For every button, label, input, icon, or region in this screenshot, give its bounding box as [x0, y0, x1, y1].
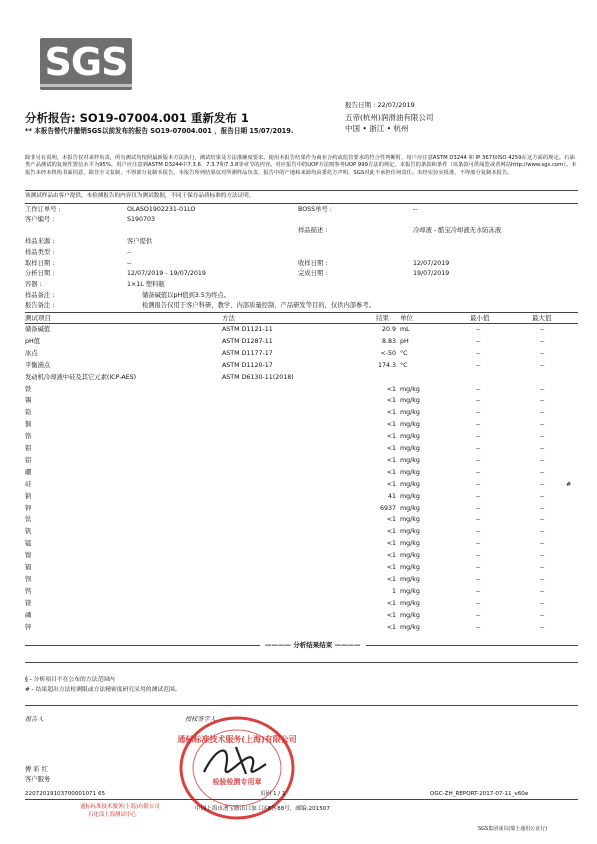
cell-unit: mg/kg [400, 456, 420, 464]
sgs-logo-text: SGS [44, 40, 128, 84]
divider [25, 312, 578, 313]
cell-max: -- [540, 516, 545, 524]
cell-max: -- [540, 445, 545, 452]
cell-item: 钠 [25, 492, 32, 500]
note-section-mark: § - 分析项目不在公布的方法范围内 [25, 677, 115, 683]
cell-unit: mg/kg [400, 587, 420, 595]
form-code: OGC-ZH_REPORT-2017-07-11_v60e [430, 791, 529, 797]
cell-unit: mg/kg [400, 564, 420, 571]
cell-unit: mg/kg [400, 528, 420, 536]
sampling-label: 取样日期 : [25, 260, 55, 267]
col-header-unit: 单位 [400, 314, 413, 322]
client-no-label: 客户编号 : [25, 216, 55, 223]
cell-min: -- [476, 492, 481, 500]
cell-unit: mg/kg [400, 504, 420, 512]
cell-unit: mg/kg [400, 623, 420, 631]
cell-item: 锌 [25, 623, 32, 631]
cell-unit: °C [400, 361, 408, 369]
cell-flag: # [566, 480, 572, 488]
cell-max: -- [540, 564, 545, 571]
cell-min: -- [476, 623, 481, 631]
cell-unit: mg/kg [400, 480, 420, 488]
cell-item: 镁 [25, 599, 32, 607]
col-header-min: 最小值 [470, 314, 490, 322]
cell-max: -- [540, 326, 545, 333]
cell-item: 钡 [25, 575, 32, 583]
cell-result: <1 [386, 540, 396, 548]
divider [25, 705, 578, 706]
sampling-value: -- [127, 260, 132, 267]
cell-min: -- [476, 480, 481, 488]
report-note-value: 检测报告仅用于客户科研、教学、内部质量控制、产品研发等目的，仅供内部参考。 [142, 302, 375, 309]
cell-min: -- [476, 528, 481, 536]
cell-result: <1 [386, 421, 396, 429]
cell-result: <1 [386, 516, 396, 524]
report-title: 分析报告: SO19-07004.001 重新发布 1 [25, 111, 249, 125]
sample-note-label: 样品备注 : [25, 292, 55, 299]
completed-value: 19/07/2019 [413, 270, 450, 277]
cell-item: 储备碱值 [25, 326, 51, 333]
cell-max: -- [540, 587, 545, 595]
cell-result: <1 [386, 456, 396, 464]
source-value: 客户提供 [127, 238, 153, 245]
cell-method: ASTM D1121-11 [222, 326, 273, 333]
note-hash-mark: # - 结果超出方法检测限或方法精密度研究采用的测试范围。 [25, 686, 181, 693]
cell-result: <1 [386, 397, 396, 405]
cell-min: -- [476, 409, 481, 417]
cell-unit: mg/kg [400, 397, 420, 405]
divider [25, 190, 578, 191]
stamp-center: 检验检测专用章 [212, 778, 262, 786]
stamp-text: 通标标准技术服务(上海)有限公司 [177, 735, 297, 744]
cell-min: -- [476, 326, 481, 333]
boss-label: BOSS单号 : [298, 206, 332, 213]
cell-min: -- [476, 337, 481, 345]
cell-unit: mg/kg [400, 421, 420, 429]
cell-unit: °C [400, 349, 408, 357]
cell-result: 174.3 [377, 361, 396, 369]
cell-max: -- [540, 480, 545, 488]
divider [25, 323, 578, 324]
type-label: 样品类型 : [25, 249, 55, 256]
cell-unit: mg/kg [400, 599, 420, 607]
received-value: 12/07/2019 [413, 260, 450, 267]
cell-result: <1 [386, 480, 396, 488]
cell-unit: mg/kg [400, 468, 420, 476]
cell-max: -- [540, 385, 545, 393]
signature-scrawl [204, 747, 266, 774]
cell-result: <1 [386, 385, 396, 393]
lab-info [80, 803, 160, 819]
cell-max: -- [540, 421, 545, 429]
cell-method: ASTM D6130-11(2018) [222, 373, 294, 381]
cell-result: <1 [386, 564, 396, 571]
reporter-title: 客户服务 [25, 776, 51, 783]
reporter-name: 傅 彩 红 [25, 766, 48, 773]
cell-unit: mg/kg [400, 575, 420, 583]
logo-underline [40, 84, 132, 87]
cell-item: 铁 [25, 385, 32, 393]
client-no-value: S190703 [127, 216, 156, 223]
cell-item: 铝 [25, 456, 32, 464]
cell-min: -- [476, 397, 481, 405]
sgs-group-note: SGS集团成员(瑞士通用公证行) [478, 826, 548, 832]
cell-item: 钾 [25, 504, 32, 512]
cell-item: 钼 [25, 445, 32, 452]
cell-item: 硼 [25, 468, 32, 476]
cell-min: -- [476, 445, 481, 452]
sample-desc-label: 样品描述 : [298, 227, 328, 234]
cell-result: 6937 [379, 504, 396, 512]
cell-min: -- [476, 587, 481, 595]
cell-item: 发动机冷却液中硅及其它元素(ICP-AES) [25, 373, 137, 381]
end-of-results: ———— 分析结果结束 ———— [260, 641, 366, 649]
cell-result: <1 [386, 575, 396, 583]
report-serial: 22072019103700001071 65 [25, 791, 106, 797]
client-company-name: 五帝(杭州)润滑油有限公司 [345, 113, 434, 122]
cell-max: -- [540, 397, 545, 405]
cell-result: <1 [386, 599, 396, 607]
cell-min: -- [476, 361, 481, 369]
cell-max: -- [540, 468, 545, 476]
cell-unit: mg/kg [400, 516, 420, 524]
analysis-label: 分析日期 : [25, 270, 55, 277]
sample-note-value: 储备碱值以pH值到3.5为终点。 [142, 292, 231, 299]
cell-max: -- [540, 349, 545, 357]
completed-label: 完成日期 : [298, 270, 328, 277]
col-header-max: 最大值 [532, 314, 552, 322]
cell-min: -- [476, 421, 481, 429]
cell-result: <1 [386, 552, 396, 560]
cell-result: <1 [386, 468, 396, 476]
cell-item: 镉 [25, 564, 32, 571]
cell-unit: mg/kg [400, 611, 420, 619]
cell-max: -- [540, 361, 545, 369]
cell-result: <1 [386, 409, 396, 417]
cell-result: 41 [387, 492, 396, 500]
source-label: 样品来源 : [25, 238, 55, 245]
cell-unit: mg/kg [400, 445, 420, 452]
reporter-label: 报告人 [25, 716, 44, 723]
end-of-results-label: 分析结果结束 [293, 641, 333, 649]
cell-min: -- [476, 611, 481, 619]
received-label: 收样日期 : [298, 260, 328, 267]
col-header-result: 结果 [376, 314, 389, 322]
cell-item: 铬 [25, 433, 32, 441]
cell-item: 锰 [25, 540, 32, 548]
job-no-label: 工作订单号 : [25, 206, 61, 213]
cell-max: -- [540, 492, 545, 500]
cell-max: -- [540, 599, 545, 607]
cell-min: -- [476, 540, 481, 548]
cell-unit: mL [400, 326, 410, 333]
approver-label: 授权签字人 [185, 716, 216, 723]
cell-min: -- [476, 349, 481, 357]
intro-text: 该测试样品由客户提供，本检测报告的内容仅为测试数据，不同于保存品质标准的方法证明。 [25, 193, 255, 199]
cell-min: -- [476, 433, 481, 441]
container-value: 1×1L 塑料瓶 [127, 281, 165, 288]
cell-item: 钒 [25, 528, 32, 536]
page-number: 页码 1 / 1 [260, 791, 286, 797]
cell-min: -- [476, 552, 481, 560]
cell-max: -- [540, 552, 545, 560]
cell-item: 铅 [25, 409, 32, 417]
cell-method: ASTM D1177-17 [222, 349, 273, 357]
job-no-value: OLASO1902231-01LO [127, 206, 196, 213]
cell-min: -- [476, 599, 481, 607]
cell-max: -- [540, 575, 545, 583]
cell-unit: mg/kg [400, 409, 420, 417]
cell-item: 锡 [25, 397, 32, 405]
cell-max: -- [540, 337, 545, 345]
cell-method: ASTM D1120-17 [222, 361, 273, 369]
cell-unit: pH [400, 337, 409, 345]
cell-unit: mg/kg [400, 492, 420, 500]
client-company [345, 113, 433, 135]
divider [25, 203, 578, 204]
cell-min: -- [476, 575, 481, 583]
cell-item: 铜 [25, 421, 32, 429]
cell-max: -- [540, 528, 545, 536]
client-company-location: 中国 • 浙江 • 杭州 [345, 123, 409, 133]
divider [25, 662, 578, 663]
cell-item: 钙 [25, 587, 32, 595]
cell-unit: mg/kg [400, 385, 420, 393]
lab-center: 石化部上海测试中心 [88, 812, 137, 819]
cell-result: 20.9 [381, 326, 396, 333]
report-subtitle: ** 本报告替代并撤销SGS以前发布的报告 SO19-07004.001 ，报告日期 15/07/2019. [25, 127, 294, 135]
analysis-value: 12/07/2019 - 19/07/2019 [127, 270, 206, 277]
cell-item: 平衡沸点 [25, 361, 51, 369]
cell-min: -- [476, 564, 481, 571]
lab-address: 中国上海市漕宝路出口加工区B区88号，邮编:201507 [195, 806, 330, 812]
notes [25, 676, 181, 695]
cell-method: ASTM D1287-11 [222, 337, 273, 345]
cell-min: -- [476, 456, 481, 464]
cell-item: 镍 [25, 552, 32, 560]
col-header-method: 方法 [222, 314, 235, 322]
cell-min: -- [476, 468, 481, 476]
cell-max: -- [540, 623, 545, 631]
cell-max: -- [540, 611, 545, 619]
divider [25, 799, 578, 800]
cell-result: <1 [386, 445, 396, 452]
cell-min: -- [476, 385, 481, 393]
cell-max: -- [540, 409, 545, 417]
cell-max: -- [540, 433, 545, 441]
cell-max: -- [540, 540, 545, 548]
cell-result: <1 [386, 611, 396, 619]
cell-item: 冰点 [25, 349, 38, 357]
cell-result: <-50 [380, 349, 396, 357]
cell-min: -- [476, 504, 481, 512]
cell-item: 钛 [25, 516, 32, 524]
cell-max: -- [540, 504, 545, 512]
cell-item: 磷 [25, 611, 32, 619]
report-note-label: 报告备注 : [25, 302, 55, 309]
cell-item: pH值 [25, 337, 41, 345]
cell-unit: mg/kg [400, 433, 420, 441]
cell-unit: mg/kg [400, 540, 420, 548]
cell-min: -- [476, 516, 481, 524]
lab-name: 通标标准技术服务(上海)有限公司 [80, 804, 160, 810]
boss-value: -- [413, 206, 418, 213]
cell-max: -- [540, 456, 545, 464]
cell-result: <1 [386, 528, 396, 536]
cell-result: 1 [391, 587, 396, 595]
report-date: 报告日期 : 22/07/2019 [345, 101, 415, 109]
container-label: 容器 : [25, 281, 42, 288]
disclaimer-text: 除非另有说明，本报告仅对来样负责，所有测试均按照最新版本方法执行，测试结果及方法准确度要求。使用本报告结果作为商业合约或监管要求的符合性判断时，用户应注意ASTM D3244 和 IP 367和ISO 4259在这方面的规定。石油类产品测试的复现性置信水平为95%。用户应注意到ASTM D3244中7.3.6、7.3.7和7.3.8等章节的内容。对应报告中的UOP方法则参考UOP 999方法的规定。本报告的条款和条件（该条款可供阅览或者网站http://www.sgs.com）。本报告未经本机构书面同意，除非全文复制，不得部分复制本报告。本报告所列结果仅对所测样品负责，报告中的产地和来源均由委托方声明，SGS对此不承担任何责任。未经实验室批准，不得部分复制本报告。 [25, 155, 577, 176]
type-value: -- [127, 249, 132, 256]
cell-result: <1 [386, 623, 396, 631]
cell-result: <1 [386, 433, 396, 441]
cell-result: 8.83 [381, 337, 396, 345]
sample-desc-value: 冷却液 - 酷宝冷却液无水防冻液 [413, 227, 502, 234]
cell-item: 硅 [25, 480, 32, 488]
cell-unit: mg/kg [400, 552, 420, 560]
col-header-item: 测试项目 [25, 314, 51, 322]
